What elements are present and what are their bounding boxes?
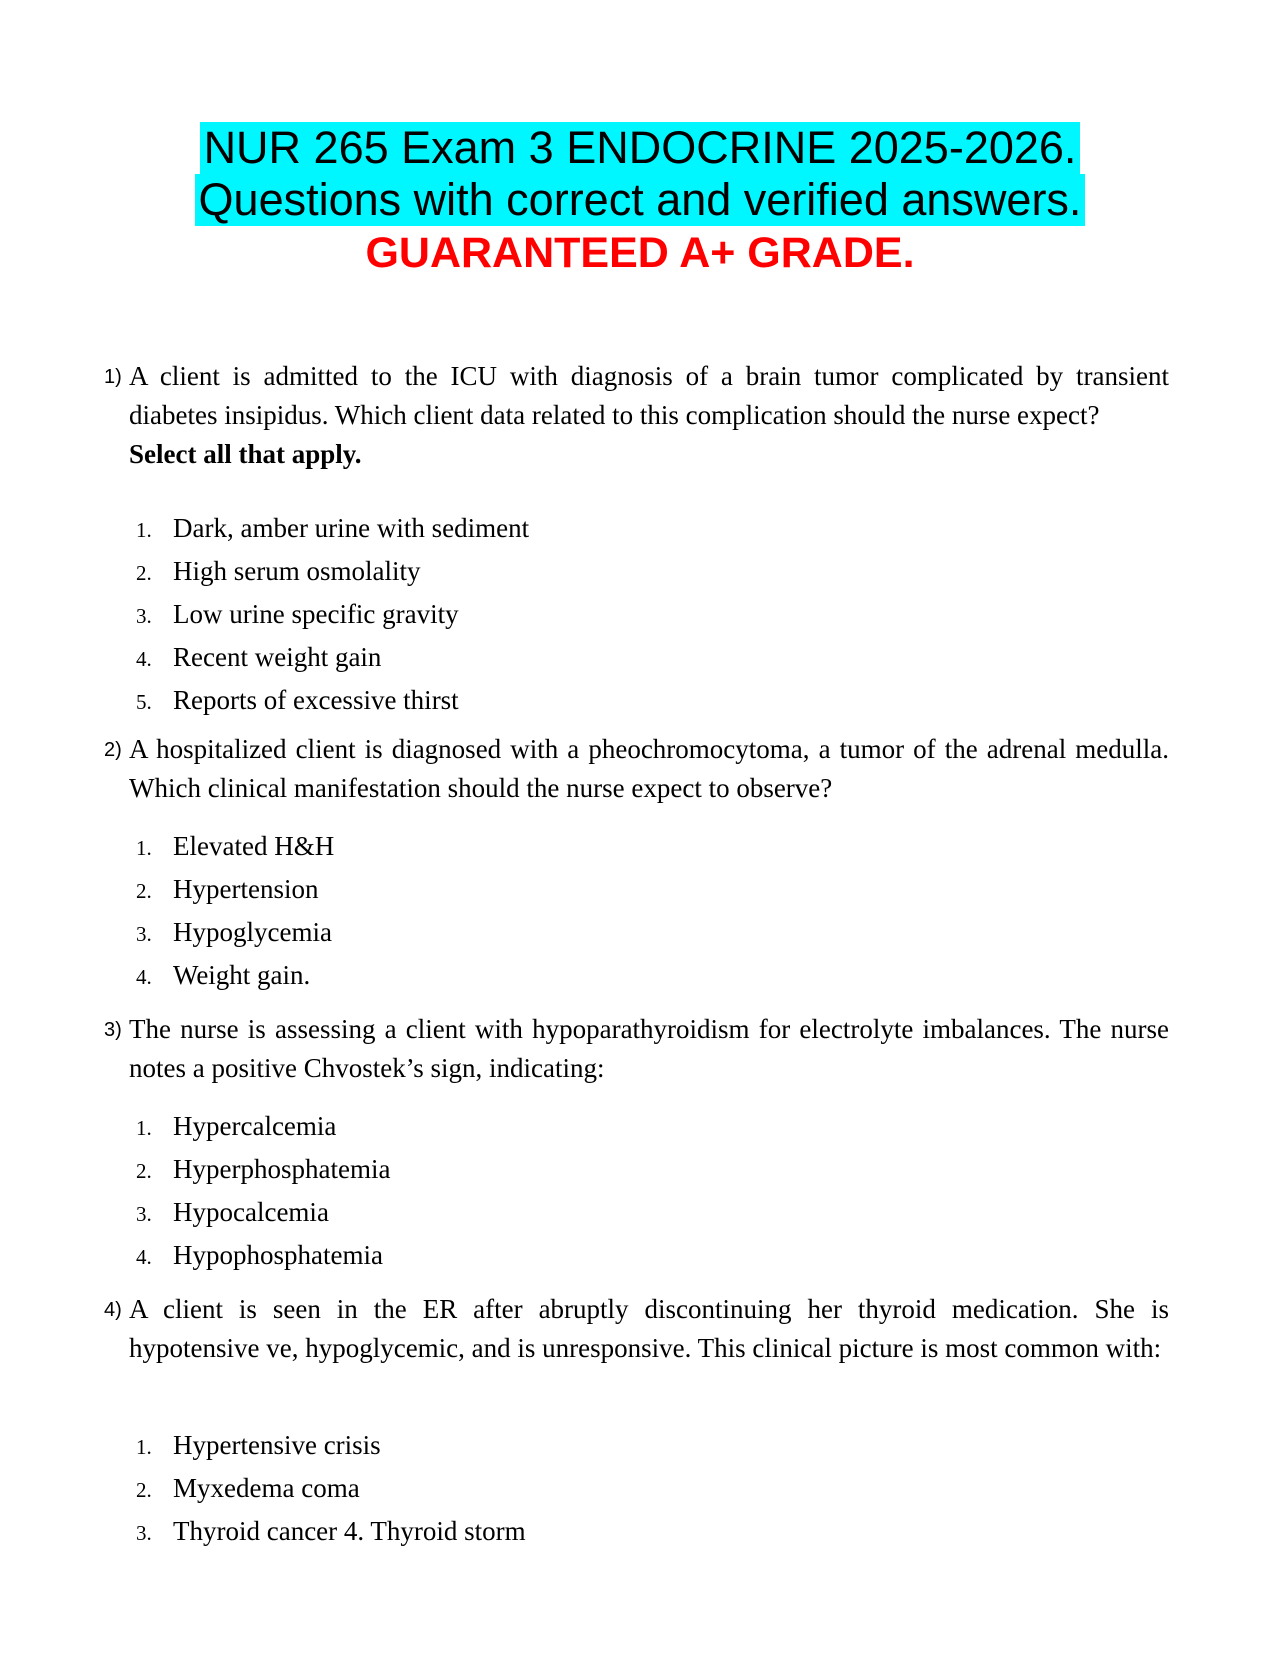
title-line-1: NUR 265 Exam 3 ENDOCRINE 2025-2026. [200, 122, 1081, 174]
title-line-3: GUARANTEED A+ GRADE. [365, 229, 915, 277]
question-1-options [136, 508, 529, 723]
option-number: 4. [136, 1245, 152, 1269]
document-title [0, 122, 1280, 280]
option-text: Hypertensive crisis [173, 1430, 381, 1460]
option-number: 3. [136, 604, 152, 628]
answer-option [136, 637, 529, 680]
option-text: Hypercalcemia [173, 1111, 337, 1141]
option-number: 4. [136, 647, 152, 671]
option-text: Myxedema coma [173, 1473, 360, 1503]
option-text: Low urine specific gravity [173, 599, 459, 629]
answer-option [136, 1192, 390, 1235]
option-number: 2. [136, 561, 152, 585]
question-number: 3) [104, 1019, 122, 1041]
option-number: 4. [136, 965, 152, 989]
question-text: A client is seen in the ER after abruptly discontinuing her thyroid medication. She is hypotensive ve, hypoglycemic, and is unresponsive. This clinical picture is most common with: [129, 1294, 1169, 1363]
option-number: 5. [136, 690, 152, 714]
question-number: 4) [104, 1299, 122, 1321]
answer-option [136, 1511, 526, 1554]
answer-option [136, 594, 529, 637]
option-number: 3. [136, 1202, 152, 1226]
answer-option [136, 955, 334, 998]
question-1 [104, 357, 1169, 474]
option-text: Reports of excessive thirst [173, 685, 459, 715]
answer-option [136, 1149, 390, 1192]
answer-option [136, 826, 334, 869]
answer-option [136, 869, 334, 912]
question-text [129, 357, 1169, 474]
option-text: Recent weight gain [173, 642, 382, 672]
answer-option [136, 1468, 526, 1511]
option-number: 2. [136, 879, 152, 903]
option-text: Hypophosphatemia [173, 1240, 383, 1270]
question-stem: A client is admitted to the ICU with diagnosis of a brain tumor complicated by transient diabetes insipidus. Which client data related to this complication should the nurse expect? [129, 361, 1169, 430]
question-2-options [136, 826, 334, 998]
option-text: Weight gain. [173, 960, 311, 990]
option-text: Hypoglycemia [173, 917, 332, 947]
option-text: Hyperphosphatemia [173, 1154, 391, 1184]
option-text: Hypertension [173, 874, 319, 904]
option-number: 3. [136, 922, 152, 946]
question-instruction: Select all that apply. [129, 439, 362, 469]
question-number: 1) [104, 366, 122, 388]
option-number: 1. [136, 1435, 152, 1459]
answer-option [136, 680, 529, 723]
question-2 [104, 730, 1169, 808]
answer-option [136, 551, 529, 594]
option-number: 1. [136, 518, 152, 542]
question-text: A hospitalized client is diagnosed with a pheochromocytoma, a tumor of the adrenal medulla. Which clinical manifestation should the nurse expect to observe? [129, 734, 1169, 803]
option-text: Dark, amber urine with sediment [173, 513, 530, 543]
option-number: 1. [136, 1116, 152, 1140]
option-text: Hypocalcemia [173, 1197, 329, 1227]
option-number: 2. [136, 1478, 152, 1502]
title-line-2: Questions with correct and verified answers. [195, 174, 1086, 226]
question-number: 2) [104, 739, 122, 761]
answer-option [136, 1235, 390, 1278]
answer-option [136, 912, 334, 955]
option-number: 2. [136, 1159, 152, 1183]
question-3-options [136, 1106, 390, 1278]
question-3 [104, 1010, 1169, 1088]
answer-option [136, 1425, 526, 1468]
option-text: Thyroid cancer 4. Thyroid storm [173, 1516, 526, 1546]
question-4-options [136, 1425, 526, 1554]
answer-option [136, 508, 529, 551]
option-text: High serum osmolality [173, 556, 421, 586]
option-number: 1. [136, 836, 152, 860]
question-4 [104, 1290, 1169, 1368]
answer-option [136, 1106, 390, 1149]
option-number: 3. [136, 1521, 152, 1545]
option-text: Elevated H&H [173, 831, 335, 861]
question-text: The nurse is assessing a client with hypoparathyroidism for electrolyte imbalances. The nurse notes a positive Chvostek’s sign, indicating: [129, 1014, 1169, 1083]
